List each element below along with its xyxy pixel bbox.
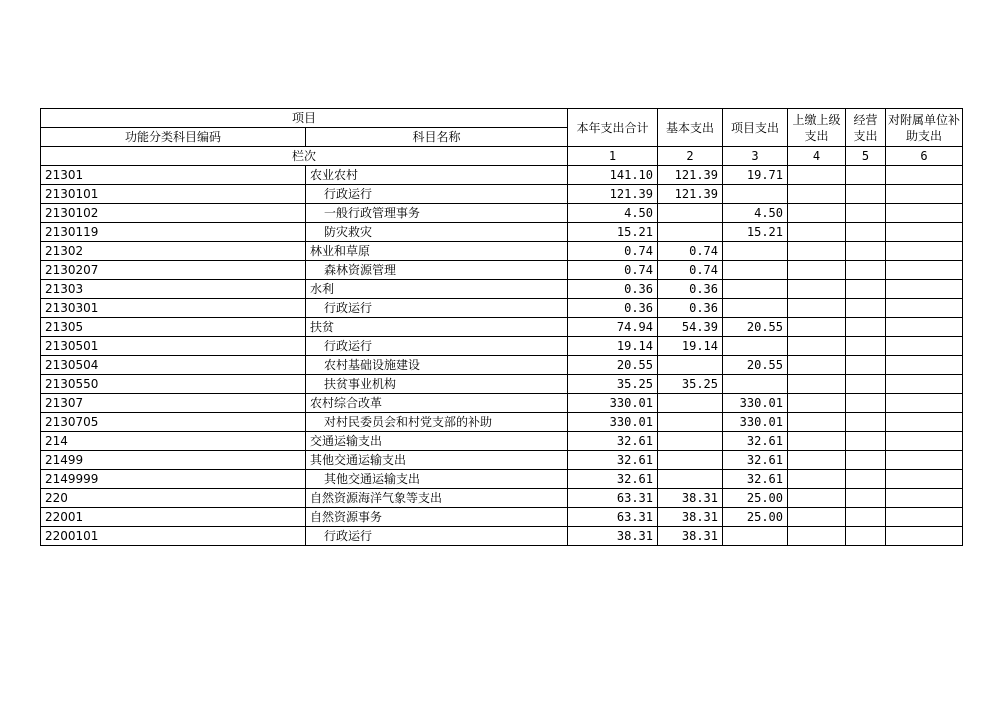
row-total: 0.74 (568, 261, 658, 280)
row-total: 20.55 (568, 356, 658, 375)
row-project (723, 337, 788, 356)
header-project-expenditure: 项目支出 (723, 109, 788, 147)
row-project: 20.55 (723, 318, 788, 337)
row-subsidy (886, 394, 963, 413)
row-subsidy (886, 470, 963, 489)
row-business (846, 204, 886, 223)
table-row (41, 394, 963, 413)
row-code: 2130207 (41, 261, 306, 280)
row-subsidy (886, 413, 963, 432)
row-business (846, 432, 886, 451)
row-business (846, 299, 886, 318)
table-row (41, 318, 963, 337)
col-num-1: 1 (568, 147, 658, 166)
row-project: 15.21 (723, 223, 788, 242)
row-code: 21305 (41, 318, 306, 337)
row-project (723, 242, 788, 261)
row-project (723, 185, 788, 204)
row-business (846, 166, 886, 185)
row-upper (788, 280, 846, 299)
row-upper (788, 489, 846, 508)
row-basic: 19.14 (658, 337, 723, 356)
row-code: 21301 (41, 166, 306, 185)
table-row (41, 242, 963, 261)
row-project: 19.71 (723, 166, 788, 185)
row-business (846, 527, 886, 546)
row-subsidy (886, 223, 963, 242)
header-business: 经营支出 (846, 109, 886, 147)
row-upper (788, 356, 846, 375)
row-name: 行政运行 (306, 185, 568, 204)
row-total: 63.31 (568, 489, 658, 508)
row-total: 32.61 (568, 432, 658, 451)
row-total: 0.74 (568, 242, 658, 261)
table-row (41, 508, 963, 527)
row-subsidy (886, 489, 963, 508)
row-subsidy (886, 337, 963, 356)
row-business (846, 356, 886, 375)
row-business (846, 508, 886, 527)
row-basic: 121.39 (658, 166, 723, 185)
row-upper (788, 375, 846, 394)
header-project: 项目 (41, 109, 568, 128)
row-name: 其他交通运输支出 (306, 470, 568, 489)
row-total: 74.94 (568, 318, 658, 337)
row-project: 4.50 (723, 204, 788, 223)
row-code: 2130550 (41, 375, 306, 394)
row-subsidy (886, 204, 963, 223)
table-row (41, 299, 963, 318)
table-row (41, 489, 963, 508)
table-row (41, 375, 963, 394)
row-name: 扶贫 (306, 318, 568, 337)
row-subsidy (886, 508, 963, 527)
table-row (41, 432, 963, 451)
table-row (41, 413, 963, 432)
header-basic: 基本支出 (658, 109, 723, 147)
row-code: 2130301 (41, 299, 306, 318)
row-project: 330.01 (723, 413, 788, 432)
row-project: 32.61 (723, 470, 788, 489)
row-project: 20.55 (723, 356, 788, 375)
row-upper (788, 242, 846, 261)
row-business (846, 261, 886, 280)
row-business (846, 470, 886, 489)
table-row (41, 166, 963, 185)
row-basic: 0.36 (658, 299, 723, 318)
row-basic: 38.31 (658, 489, 723, 508)
row-total: 330.01 (568, 413, 658, 432)
row-total: 38.31 (568, 527, 658, 546)
header-subsidy: 对附属单位补助支出 (886, 109, 963, 147)
row-total: 35.25 (568, 375, 658, 394)
row-total: 63.31 (568, 508, 658, 527)
row-total: 330.01 (568, 394, 658, 413)
row-code: 21302 (41, 242, 306, 261)
row-basic (658, 451, 723, 470)
row-code: 21303 (41, 280, 306, 299)
row-subsidy (886, 185, 963, 204)
row-upper (788, 413, 846, 432)
row-basic (658, 356, 723, 375)
row-upper (788, 185, 846, 204)
row-project: 25.00 (723, 508, 788, 527)
table-row (41, 451, 963, 470)
row-business (846, 451, 886, 470)
row-business (846, 489, 886, 508)
table-row (41, 204, 963, 223)
row-subsidy (886, 299, 963, 318)
row-total: 0.36 (568, 280, 658, 299)
row-subsidy (886, 242, 963, 261)
header-name: 科目名称 (306, 128, 568, 147)
row-total: 32.61 (568, 470, 658, 489)
row-name: 农村基础设施建设 (306, 356, 568, 375)
table-row (41, 261, 963, 280)
row-business (846, 318, 886, 337)
row-code: 21499 (41, 451, 306, 470)
row-subsidy (886, 318, 963, 337)
row-business (846, 242, 886, 261)
row-name: 扶贫事业机构 (306, 375, 568, 394)
row-name: 林业和草原 (306, 242, 568, 261)
row-business (846, 185, 886, 204)
row-basic: 38.31 (658, 508, 723, 527)
row-business (846, 223, 886, 242)
row-upper (788, 299, 846, 318)
col-num-3: 3 (723, 147, 788, 166)
row-basic: 0.36 (658, 280, 723, 299)
table-row (41, 337, 963, 356)
row-basic: 0.74 (658, 242, 723, 261)
row-upper (788, 432, 846, 451)
row-upper (788, 223, 846, 242)
header-upper-remit: 上缴上级支出 (788, 109, 846, 147)
row-project: 330.01 (723, 394, 788, 413)
row-project (723, 527, 788, 546)
row-upper (788, 166, 846, 185)
row-name: 交通运输支出 (306, 432, 568, 451)
row-business (846, 394, 886, 413)
table-row (41, 223, 963, 242)
row-code: 2130119 (41, 223, 306, 242)
header-total: 本年支出合计 (568, 109, 658, 147)
row-upper (788, 204, 846, 223)
row-total: 121.39 (568, 185, 658, 204)
row-subsidy (886, 432, 963, 451)
row-upper (788, 318, 846, 337)
row-total: 4.50 (568, 204, 658, 223)
col-num-2: 2 (658, 147, 723, 166)
table-row (41, 527, 963, 546)
row-subsidy (886, 451, 963, 470)
row-code: 2130504 (41, 356, 306, 375)
row-code: 2130102 (41, 204, 306, 223)
row-code: 22001 (41, 508, 306, 527)
row-basic (658, 223, 723, 242)
row-basic: 0.74 (658, 261, 723, 280)
row-upper (788, 261, 846, 280)
row-basic (658, 394, 723, 413)
row-code: 2200101 (41, 527, 306, 546)
row-project: 32.61 (723, 432, 788, 451)
row-total: 19.14 (568, 337, 658, 356)
row-name: 自然资源事务 (306, 508, 568, 527)
row-subsidy (886, 166, 963, 185)
row-subsidy (886, 280, 963, 299)
row-subsidy (886, 527, 963, 546)
expenditure-table (40, 108, 963, 546)
row-upper (788, 451, 846, 470)
row-code: 2130705 (41, 413, 306, 432)
row-upper (788, 470, 846, 489)
row-project (723, 299, 788, 318)
row-name: 对村民委员会和村党支部的补助 (306, 413, 568, 432)
col-num-6: 6 (886, 147, 963, 166)
header-column-index: 栏次 (41, 147, 568, 166)
row-name: 行政运行 (306, 299, 568, 318)
table-row (41, 280, 963, 299)
row-code: 2130101 (41, 185, 306, 204)
row-basic: 38.31 (658, 527, 723, 546)
row-basic (658, 432, 723, 451)
row-code: 2130501 (41, 337, 306, 356)
row-basic (658, 204, 723, 223)
row-name: 行政运行 (306, 337, 568, 356)
row-name: 其他交通运输支出 (306, 451, 568, 470)
table-row (41, 185, 963, 204)
row-business (846, 337, 886, 356)
row-upper (788, 337, 846, 356)
row-total: 141.10 (568, 166, 658, 185)
row-business (846, 413, 886, 432)
table-row (41, 356, 963, 375)
row-upper (788, 508, 846, 527)
row-code: 220 (41, 489, 306, 508)
row-name: 森林资源管理 (306, 261, 568, 280)
row-basic: 121.39 (658, 185, 723, 204)
row-code: 2149999 (41, 470, 306, 489)
row-project (723, 261, 788, 280)
row-code: 21307 (41, 394, 306, 413)
row-subsidy (886, 356, 963, 375)
row-name: 水利 (306, 280, 568, 299)
row-upper (788, 394, 846, 413)
row-project: 32.61 (723, 451, 788, 470)
col-num-4: 4 (788, 147, 846, 166)
row-basic (658, 470, 723, 489)
row-business (846, 375, 886, 394)
header-code: 功能分类科目编码 (41, 128, 306, 147)
row-project (723, 375, 788, 394)
row-project (723, 280, 788, 299)
row-name: 农村综合改革 (306, 394, 568, 413)
row-total: 15.21 (568, 223, 658, 242)
table-row (41, 470, 963, 489)
row-basic: 35.25 (658, 375, 723, 394)
row-name: 一般行政管理事务 (306, 204, 568, 223)
col-num-5: 5 (846, 147, 886, 166)
row-name: 自然资源海洋气象等支出 (306, 489, 568, 508)
row-upper (788, 527, 846, 546)
row-name: 行政运行 (306, 527, 568, 546)
row-project: 25.00 (723, 489, 788, 508)
row-subsidy (886, 261, 963, 280)
row-name: 防灾救灾 (306, 223, 568, 242)
row-basic: 54.39 (658, 318, 723, 337)
row-code: 214 (41, 432, 306, 451)
row-name: 农业农村 (306, 166, 568, 185)
row-total: 32.61 (568, 451, 658, 470)
row-business (846, 280, 886, 299)
row-subsidy (886, 375, 963, 394)
row-total: 0.36 (568, 299, 658, 318)
row-basic (658, 413, 723, 432)
